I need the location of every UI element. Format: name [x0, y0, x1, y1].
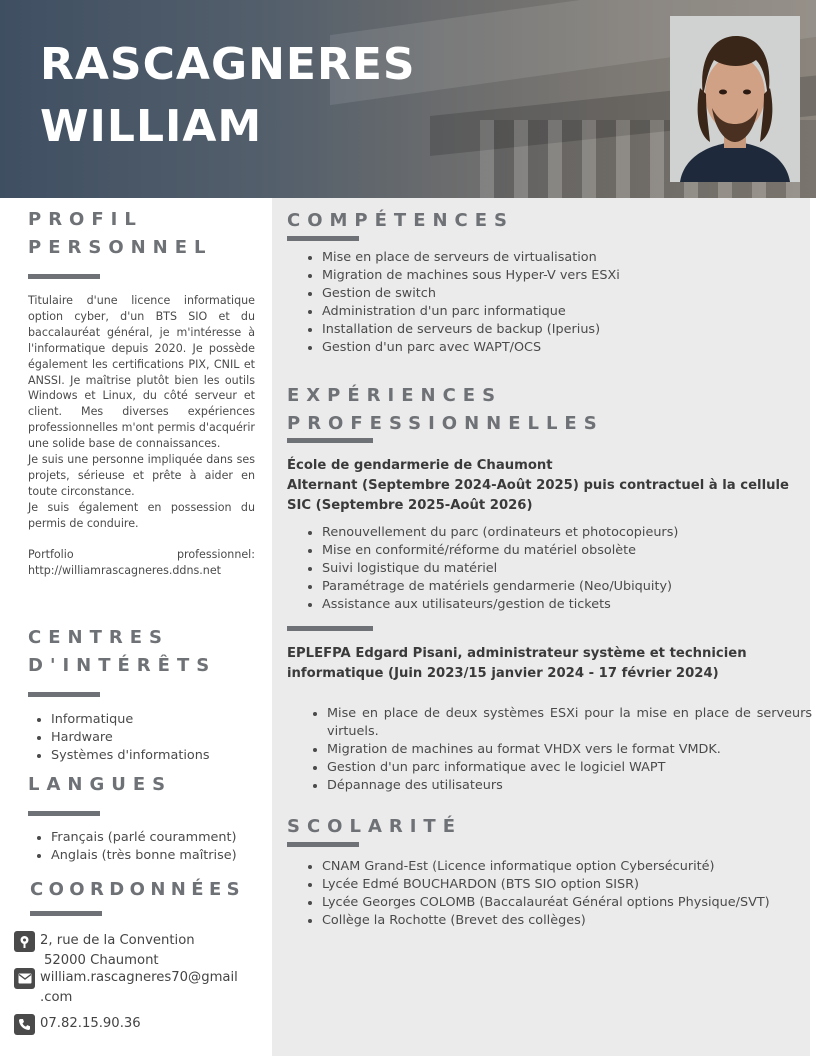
email-icon	[14, 968, 35, 989]
section-title-profil: PROFIL PERSONNEL	[28, 209, 213, 258]
phone-icon	[14, 1014, 35, 1035]
phone-number: 07.82.15.90.36	[40, 1016, 141, 1031]
list-item: • Installation de serveurs de backup (Iperius)	[322, 321, 812, 339]
section-title-experiences: EXPÉRIENCES PROFESSIONNELLES	[287, 385, 604, 434]
list-item: • Informatique	[51, 711, 271, 729]
list-item: • Mise en place de serveurs de virtualisation	[322, 249, 812, 267]
list-item: • Gestion d'un parc avec WAPT/OCS	[322, 339, 812, 357]
left-column	[0, 198, 272, 1056]
list-item: • Lycée Edmé BOUCHARDON (BTS SIO option SISR)	[322, 876, 812, 894]
list-item: • Migration de machines sous Hyper-V vers ESXi	[322, 267, 812, 285]
section-divider	[28, 692, 100, 697]
list-item: • Gestion de switch	[322, 285, 812, 303]
contact-address	[14, 931, 264, 971]
list-item: • Hardware	[51, 729, 271, 747]
profil-paragraph: Je suis une personne impliquée dans ses projets, sérieuse et prête à aider en toute circonstance.	[28, 453, 255, 498]
langues-list	[33, 829, 281, 865]
scolarite-list	[304, 858, 812, 930]
email-line-1: william.rascagneres70@gmail	[40, 970, 238, 985]
section-divider	[287, 438, 373, 443]
address-line-1: 2, rue de la Convention	[40, 933, 195, 948]
location-icon	[14, 931, 35, 952]
job-employer: École de gendarmerie de Chaumont	[287, 458, 553, 473]
list-item: • Assistance aux utilisateurs/gestion de tickets	[322, 596, 812, 614]
list-item: • Migration de machines au format VHDX vers le format VMDK.	[327, 741, 812, 759]
list-item: • Mise en place de deux systèmes ESXi pour la mise en place de serveurs virtuels.	[327, 705, 812, 741]
list-item: • Anglais (très bonne maîtrise)	[51, 847, 281, 865]
list-item: • Collège la Rochotte (Brevet des collèges)	[322, 912, 812, 930]
section-divider	[30, 911, 102, 916]
section-title-interets: CENTRES D'INTÉRÊTS	[28, 627, 217, 676]
section-divider	[287, 842, 359, 847]
contact-email[interactable]	[14, 968, 264, 1010]
profil-paragraph: Titulaire d'une licence informatique option cyber, d'un BTS SIO et du baccalauréat général, je m'intéresse à l'informatique depuis 2020. Je possède également les certifications PIX, CNIL et ANSSI. Je maîtrise plutôt bien les outils Windows et Linux, du côté serveur et client. Mes diverses expériences professionnelles m'ont permis d'acquérir une solide base de connaissances.	[28, 294, 255, 451]
section-title-competences: COMPÉTENCES	[287, 210, 515, 231]
job-tasks-list	[304, 524, 812, 614]
name-line-1: RASCAGNERES	[40, 39, 416, 90]
list-item: • Suivi logistique du matériel	[322, 560, 812, 578]
right-column	[272, 198, 810, 1056]
section-divider	[287, 236, 359, 241]
job-position: Alternant (Septembre 2024-Août 2025) puis contractuel à la cellule SIC (Septembre 2025-Août 2026)	[287, 478, 789, 513]
list-item: • CNAM Grand-Est (Licence informatique option Cybersécurité)	[322, 858, 812, 876]
job-heading	[287, 456, 797, 516]
profile-photo	[670, 16, 800, 182]
list-item: • Mise en conformité/réforme du matériel obsolète	[322, 542, 812, 560]
list-item: • Renouvellement du parc (ordinateurs et photocopieurs)	[322, 524, 812, 542]
list-item: • Systèmes d'informations	[51, 747, 271, 765]
competences-list	[304, 249, 812, 357]
section-divider	[287, 626, 373, 631]
profil-paragraph: Je suis également en possession du permis de conduire.	[28, 500, 255, 530]
contact-phone[interactable]	[14, 1014, 264, 1036]
section-divider	[28, 811, 100, 816]
list-item: • Dépannage des utilisateurs	[327, 777, 812, 795]
section-divider	[28, 274, 100, 279]
list-item: • Paramétrage de matériels gendarmerie (Neo/Ubiquity)	[322, 578, 812, 596]
section-title-langues: LANGUES	[28, 774, 173, 795]
list-item: • Gestion d'un parc informatique avec le logiciel WAPT	[327, 759, 812, 777]
portfolio-link[interactable]: Portfolio professionnel: http://williamrascagneres.ddns.net	[28, 548, 255, 578]
address-line-2: 52000 Chaumont	[44, 952, 159, 968]
list-item: • Lycée Georges COLOMB (Baccalauréat Général options Physique/SVT)	[322, 894, 812, 912]
paragraph-spacer	[28, 532, 255, 548]
section-title-coordonnees: COORDONNÉES	[30, 879, 246, 900]
interets-list	[33, 711, 271, 765]
candidate-name	[40, 34, 416, 158]
profil-text	[28, 293, 255, 579]
job-tasks-list	[309, 705, 812, 795]
email-line-2: .com	[40, 989, 73, 1005]
name-line-2: WILLIAM	[40, 101, 263, 152]
list-item: • Administration d'un parc informatique	[322, 303, 812, 321]
job-heading: EPLEFPA Edgard Pisani, administrateur système et technicien informatique (Juin 2023/15 janvier 2024 - 17 février 2024)	[287, 646, 747, 681]
section-title-scolarite: SCOLARITÉ	[287, 816, 463, 837]
list-item: • Français (parlé couramment)	[51, 829, 281, 847]
